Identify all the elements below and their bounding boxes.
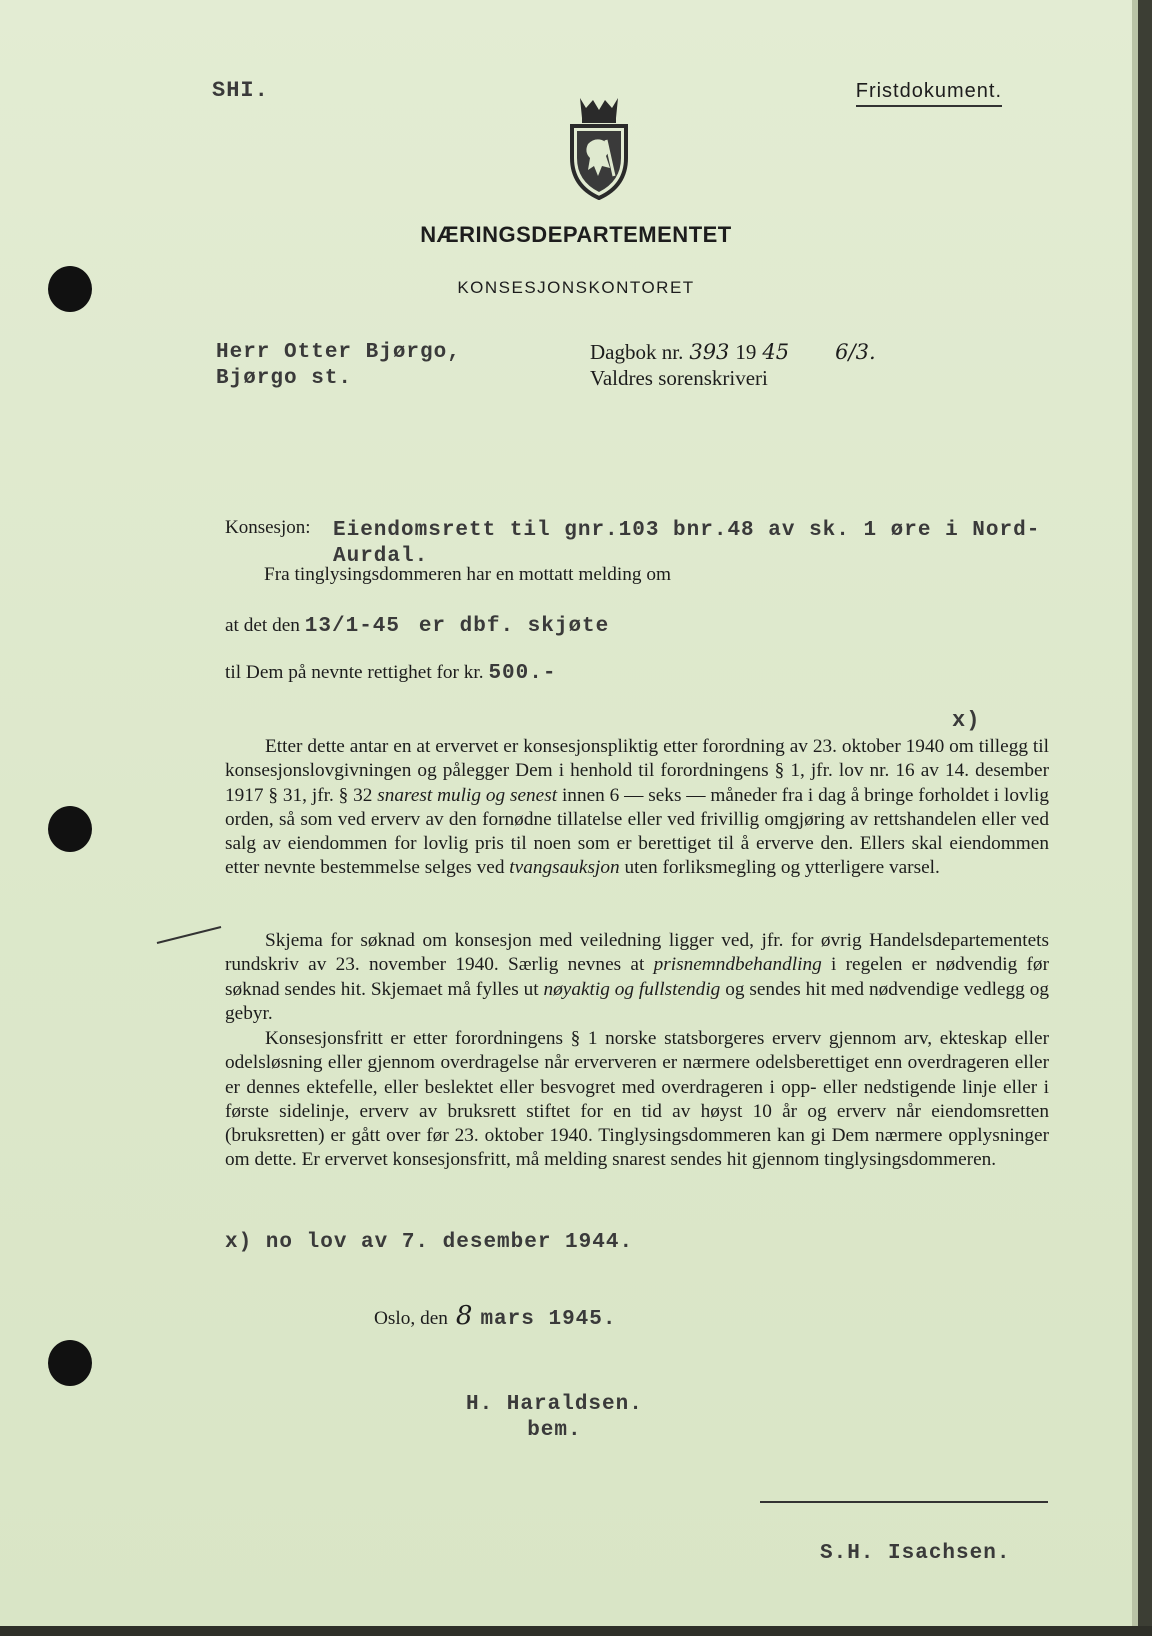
journal-office: Valdres sorenskriveri [590,366,768,390]
intro-document: er dbf. skjøte [418,615,610,638]
signature-title: bem. [527,1419,582,1442]
paragraph-emphasis: prisnemndbehandling [653,954,822,976]
dateline [374,1301,616,1331]
reference-code: SHI. [212,78,269,103]
paragraph-emphasis: nøyaktig og fullstendig [543,978,721,1000]
document-type-label: Fristdokument. [856,80,1002,107]
konsesjon-value: Eiendomsrett til gnr.103 bnr.48 av sk. 1 øre i Nord-Aurdal. [333,519,1041,568]
ministry-title: NÆRINGSDEPARTEMENTET [420,222,732,247]
signature-block [466,1392,643,1444]
paragraph-text: Skjema for søknad om konsesjon med veiledning ligger ved, jfr. for øvrig Handelsdepartementets rundskriv av 23. november 1940. Særlig nevnes at [225,930,1049,976]
punch-hole [48,1340,92,1386]
signature-name: H. Haraldsen. [466,1393,643,1416]
paragraph-text: innen 6 — seks — måneder fra i dag å bringe forholdet i lovlig orden, så som ved erverv av den fornødne tillatelse eller ved frivillig omgjøring av rettshandelen eller ved salg av eiendommen for lovlig pris til noen som er berettiget til å erverve den. Ellers skal eiendommen etter nevnte bestemmelse selges ved [225,784,1049,879]
signature-line [760,1501,1048,1503]
paragraph-text: i regelen er nødvendig før søknad sendes hit. Skjemaet må fylles ut [225,954,1049,1000]
recipient-address [216,340,461,392]
journal-reference [590,340,882,365]
intro-date: 13/1-45 [304,615,400,638]
dateline-place: Oslo, den [374,1308,448,1329]
recipient-line: Herr Otter Bjørgo, [216,341,461,364]
footnote-mark: x) [952,708,981,733]
paragraph-exemption: Konsesjonsfritt er etter forordningens § 1 norske statsborgeres erverv gjennom arv, ekteskap eller odelsløsning eller gjennom overdragelse når erververen er nærmere odelsberettiget enn overdrageren eller er dennes ektefelle, eller beslektet eller besvogret med overdrageren i opp- eller nedstigende linje eller i første sidelinje, erverv av bruksrett stiftet for en tid av høyst 10 år og erverv når eiendomsretten (bruksretten) er gått over før 23. oktober 1940. Tinglysingsdommeren kan gi Dem nærmere opplysninger om dette. Er ervervet konsesjonsfritt, må melding snarest sendes hit gjennom tinglysingsdommeren. [225,1028,1049,1171]
paragraph-text: og sendes hit med nødvendige vedlegg og gebyr. [225,978,1049,1024]
paragraph-text: Etter dette antar en at ervervet er konsesjonspliktig etter forordning av 23. oktober 1940 om tillegg til konsesjonslovgivningen og pålegger Dem i henhold til forordningens § 1, jfr. lov nr. 16 av 14. desember 1917 § 31, jfr. § 32 [225,736,1049,806]
dateline-day: 8 [455,1301,473,1331]
paragraph-emphasis: tvangsauksjon [509,857,620,879]
punch-hole [48,806,92,852]
second-signature: S.H. Isachsen. [820,1542,1011,1565]
intro-text: til Dem på nevnte rettighet for kr. [225,662,484,683]
intro-amount: 500.- [488,662,557,685]
intro-line: Fra tinglysingsdommeren har en mottatt melding om [264,564,671,585]
footnote: x) no lov av 7. desember 1944. [225,1231,634,1254]
konsesjon-label: Konsesjon: [225,517,311,538]
norwegian-lion-crest-icon [566,96,632,200]
paragraph-text: uten forliksmegling og ytterligere varsel. [619,857,940,879]
journal-number: 393 [689,340,730,364]
paragraph-emphasis: snarest mulig og senest [377,784,558,806]
intro-text: at det den [225,615,300,636]
journal-note: 6/3. [835,340,876,364]
scanner-bottom-edge [0,1626,1152,1636]
dateline-month-year: mars 1945. [480,1308,617,1331]
intro-amount-line [225,662,556,685]
office-title: KONSESJONSKONTORET [457,278,695,297]
paragraph-application [225,929,1049,1026]
journal-year-prefix: 19 [735,340,757,364]
intro-date-line [225,615,609,638]
recipient-line: Bjørgo st. [216,367,353,390]
paragraph-obligation [225,735,1049,881]
journal-label: Dagbok nr. [590,340,684,364]
journal-year-suffix: 45 [762,340,790,364]
